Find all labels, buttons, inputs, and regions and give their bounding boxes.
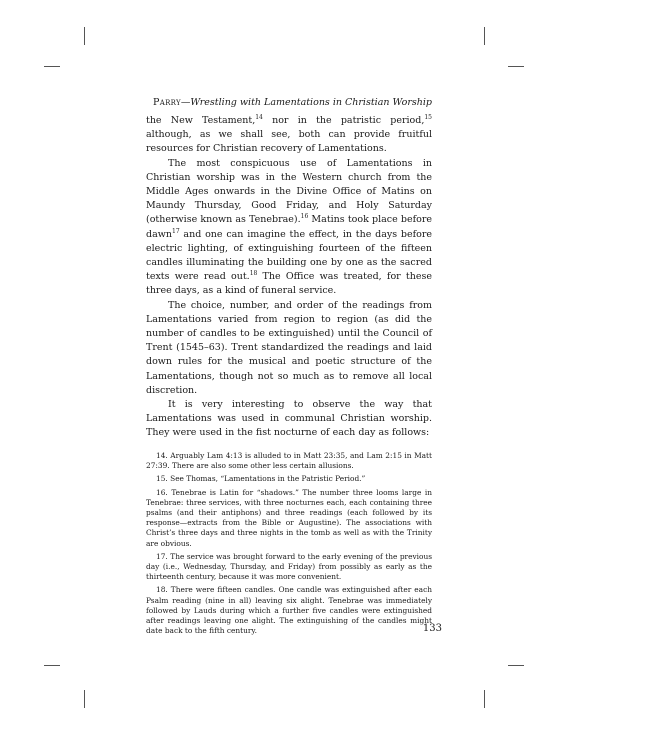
crop-mark-bottom-right-horizontal <box>508 665 524 666</box>
footnote-number: 15. <box>156 474 168 484</box>
page-number: 133 <box>422 623 442 634</box>
crop-mark-top-right-horizontal <box>508 66 524 67</box>
footnote <box>146 585 432 636</box>
footnote-text: Tenebrae is Latin for “shadows.” The number three looms large in Tenebrae: three services, with three nocturnes each, each containing three psalms (and their antiphons) and three readings (each followed by its response—extracts from the Bible or Augustine). The associations with Christ’s three days and three nights in the tomb as well as with the Trinity are obvious. <box>146 487 432 548</box>
crop-mark-bottom-left-vertical <box>84 690 85 708</box>
running-head-separator: — <box>180 97 191 108</box>
footnote-ref-16[interactable]: 16 <box>300 213 309 221</box>
running-head-title: Wrestling with Lamentations in Christian Worship <box>190 97 432 108</box>
footnote-number: 14. <box>156 451 168 460</box>
footnote <box>146 474 432 484</box>
footnote <box>146 451 432 471</box>
footnote-text: See Thomas, “Lamentations in the Patristic Period.” <box>170 474 366 484</box>
footnote-text: The service was brought forward to the early evening of the previous day (i.e., Wednesday, Thursday, and Friday) from possibly as early as the thirteenth century, because it was more convenient. <box>146 551 432 582</box>
body-paragraph-1: the New Testament,$^{14}$ nor in the patristic period,$^{15}$ although, as we shall see, both can provide fruitful resources for Christian recovery of Lamentations. <box>146 114 432 155</box>
footnote <box>146 488 432 549</box>
crop-mark-top-left-vertical <box>84 27 85 45</box>
crop-mark-bottom-left-horizontal <box>44 665 60 666</box>
footnote-ref-18[interactable]: 18 <box>249 270 258 278</box>
running-head-author: Parry <box>153 97 181 108</box>
footnote-ref-15[interactable]: 15 <box>424 114 432 121</box>
body-paragraph-4: It is very interesting to observe the way that Lamentations was used in communal Christian worship. They were used in the fist nocturne of each day as follows: <box>146 399 432 439</box>
main-text <box>146 114 432 441</box>
footnote-text: There were fifteen candles. One candle was extinguished after each Psalm reading (nine in all) leaving six alight. Tenebrae was immediately followed by Lauds during which a further five candles were extinguished after readings leaving one alight. The extinguishing of the candles might date back to the fifth century. <box>146 585 432 636</box>
crop-mark-top-right-vertical <box>484 27 485 45</box>
footnote-ref-14[interactable]: 14 <box>255 114 263 121</box>
footnote <box>146 552 432 583</box>
footnotes <box>146 451 432 639</box>
footnote-number: 18. <box>156 585 168 595</box>
running-head <box>146 97 432 109</box>
footnote-ref-17[interactable]: 17 <box>172 227 180 235</box>
crop-mark-top-left-horizontal <box>44 66 60 67</box>
body-paragraph-2: The most conspicuous use of Lamentations in Christian worship was in the Western church from the Middle Ages onwards in the Divine Office of Matins on Maundy Thursday, Good Friday, and Holy Saturday (otherwise known as Tenebrae).$^{16}$ Matins took place before dawn$^{17}$ and one can imagine the effect, in the days before electric lighting, of extinguishing fourteen of the fifteen candles illuminating the building one by one as the sacred texts were read out.$^{18}$ The Office was treated, for these three days, as a kind of funeral service. <box>146 157 432 297</box>
crop-mark-bottom-right-vertical <box>484 690 485 708</box>
footnote-text: Arguably Lam 4:13 is alluded to in Matt 23:35, and Lam 2:15 in Matt 27:39. There are also some other less certain allusions. <box>146 451 432 471</box>
footnote-number: 16. <box>156 487 168 497</box>
body-paragraph-3: The choice, number, and order of the readings from Lamentations varied from region to region (as did the number of candles to be extinguished) until the Council of Trent (1545–63). Trent standardized the readings and laid down rules for the musical and poetic structure of the Lamentations, though not so much as to remove all local discretion. <box>146 299 432 396</box>
footnote-number: 17. <box>156 551 168 561</box>
